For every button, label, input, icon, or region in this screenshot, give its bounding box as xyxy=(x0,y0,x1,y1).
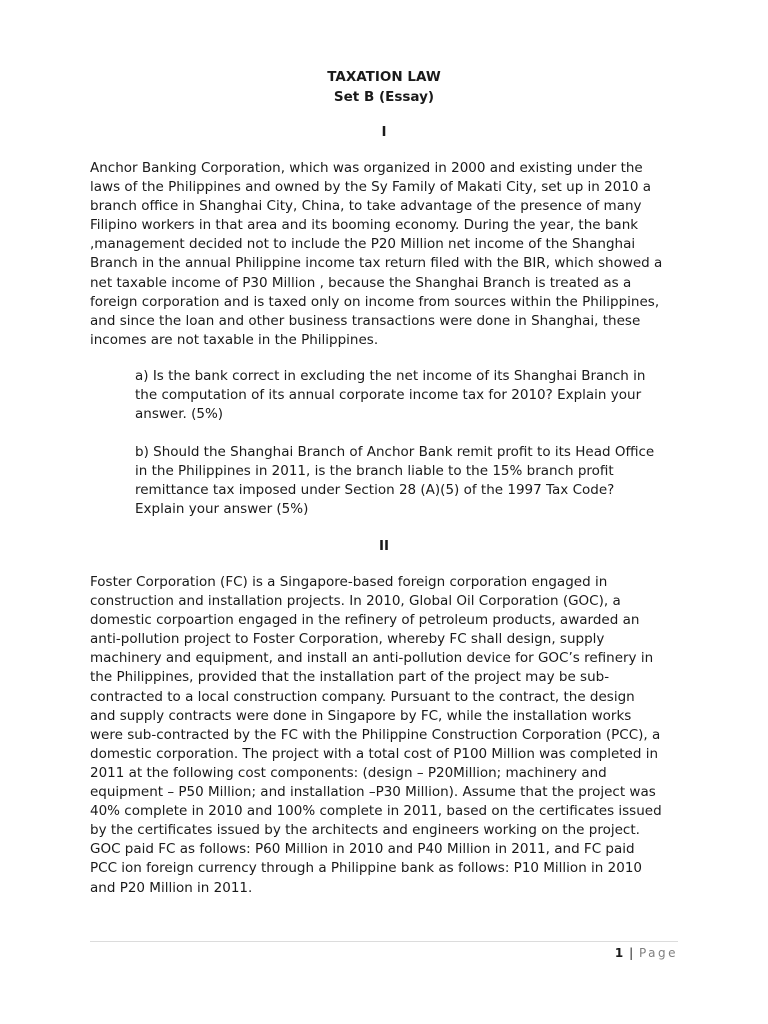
section-1-paragraph xyxy=(90,159,690,350)
paragraph-line: Filipino workers in that area and its booming economy. During the year, the bank xyxy=(90,217,639,234)
paragraph-line: Anchor Banking Corporation, which was organized in 2000 and existing under the xyxy=(90,160,643,176)
footer-separator: | xyxy=(629,946,634,960)
document-subtitle: Set B (Essay) xyxy=(333,89,435,105)
paragraph-line: and since the loan and other business transactions were done in Shanghai, these xyxy=(90,312,641,329)
paragraph-line: machinery and equipment, and install an anti-pollution device for GOC’s refinery in xyxy=(90,650,654,667)
paragraph-line: foreign corporation and is taxed only on income from sources within the Philippines, xyxy=(90,293,660,310)
paragraph-line: laws of the Philippines and owned by the Sy Family of Makati City, set up in 2010 a xyxy=(90,179,652,196)
paragraph-line: construction and installation projects. In 2010, Global Oil Corporation (GOC), a xyxy=(90,593,621,610)
question-line: remittance tax imposed under Section 28 (A)(5) of the 1997 Tax Code? xyxy=(135,482,615,499)
paragraph-line: anti-pollution project to Foster Corporation, whereby FC shall design, supply xyxy=(90,631,605,648)
paragraph-line: ,management decided not to include the P20 Million net income of the Shanghai xyxy=(90,236,636,253)
paragraph-line: net taxable income of P30 Million , because the Shanghai Branch is treated as a xyxy=(90,274,632,291)
paragraph-line: equipment – P50 Million; and installation –P30 Million). Assume that the project was xyxy=(90,784,656,801)
paragraph-line: incomes are not taxable in the Philippines. xyxy=(90,331,379,348)
document-title: TAXATION LAW xyxy=(327,69,441,85)
section-numeral-2: II xyxy=(378,538,390,554)
question-b xyxy=(135,443,691,519)
paragraph-line: Branch in the annual Philippine income tax return filed with the BIR, which showed a xyxy=(90,255,663,272)
question-line: b) Should the Shanghai Branch of Anchor Bank remit profit to its Head Office xyxy=(135,444,655,460)
paragraph-line: domestic corporation. The project with a total cost of P100 Million was completed in xyxy=(90,745,659,762)
question-a xyxy=(135,367,691,424)
question-line: the computation of its annual corporate income tax for 2010? Explain your xyxy=(135,387,642,404)
question-line: answer. (5%) xyxy=(135,406,224,423)
section-2-paragraph xyxy=(90,573,690,898)
page-number: 1 xyxy=(614,946,624,960)
paragraph-line: 40% complete in 2010 and 100% complete in 2011, based on the certificates issued xyxy=(90,803,662,820)
paragraph-line: were sub-contracted by the FC with the Philippine Construction Corporation (PCC), a xyxy=(90,726,661,743)
question-line: Explain your answer (5%) xyxy=(135,501,309,518)
paragraph-line: GOC paid FC as follows: P60 Million in 2010 and P40 Million in 2011, and FC paid xyxy=(90,841,635,858)
question-line: a) Is the bank correct in excluding the net income of its Shanghai Branch in xyxy=(135,368,646,384)
question-line: in the Philippines in 2011, is the branch liable to the 15% branch profit xyxy=(135,463,614,480)
page-label: Page xyxy=(638,946,678,960)
paragraph-line: the Philippines, provided that the installation part of the project may be sub- xyxy=(90,669,610,686)
paragraph-line: by the certificates issued by the architects and engineers working on the project. xyxy=(90,822,640,839)
paragraph-line: contracted to a local construction company. Pursuant to the contract, the design xyxy=(90,688,635,705)
paragraph-line: and P20 Million in 2011. xyxy=(90,879,253,896)
paragraph-line: domestic corpoartion engaged in the refinery of petroleum products, awarded an xyxy=(90,612,640,629)
page-footer xyxy=(615,944,678,962)
paragraph-line: Foster Corporation (FC) is a Singapore-based foreign corporation engaged in xyxy=(90,574,608,590)
paragraph-line: 2011 at the following cost components: (design – P20Million; machinery and xyxy=(90,764,607,781)
footer-divider xyxy=(90,941,678,942)
paragraph-line: branch office in Shanghai City, China, to take advantage of the presence of many xyxy=(90,198,642,215)
paragraph-line: and supply contracts were done in Singapore by FC, while the installation works xyxy=(90,707,632,724)
section-numeral-1: I xyxy=(381,124,387,140)
paragraph-line: PCC ion foreign currency through a Philippine bank as follows: P10 Million in 2010 xyxy=(90,860,642,877)
